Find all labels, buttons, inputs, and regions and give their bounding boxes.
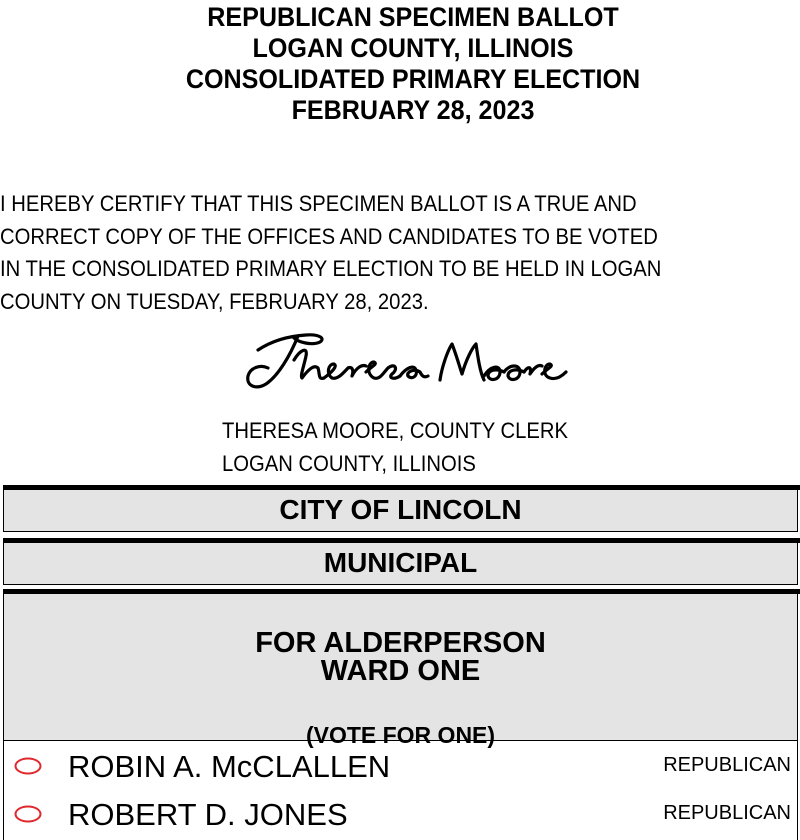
vote-oval[interactable] <box>14 757 42 775</box>
contest-band <box>3 594 798 748</box>
certification-line: IN THE CONSOLIDATED PRIMARY ELECTION TO BE HELD IN LOGAN <box>0 256 662 281</box>
category-band <box>3 543 798 585</box>
certification-line: COUNTY ON TUESDAY, FEBRUARY 28, 2023. <box>0 288 429 314</box>
candidate-list <box>3 740 798 840</box>
certification-line: I HEREBY CERTIFY THAT THIS SPECIMEN BALLOT IS A TRUE AND <box>0 191 637 216</box>
vote-oval[interactable] <box>14 805 42 823</box>
certification-line: CORRECT COPY OF THE OFFICES AND CANDIDATES TO BE VOTED <box>0 223 658 249</box>
jurisdiction-band <box>3 490 798 532</box>
candidate-party: REPUBLICAN <box>663 802 791 824</box>
candidate-name: ROBERT D. JONES <box>68 797 348 832</box>
certification-statement <box>0 188 661 318</box>
header-line-election: CONSOLIDATED PRIMARY ELECTION <box>185 64 641 94</box>
ballot-header <box>29 2 797 126</box>
category-title: MUNICIPAL <box>323 547 478 578</box>
clerk-block <box>222 414 568 480</box>
clerk-name: THERESA MOORE, COUNTY CLERK <box>222 418 569 443</box>
header-line-date: FEBRUARY 28, 2023 <box>291 95 535 125</box>
vote-for-instruction: (VOTE FOR ONE) <box>305 722 496 748</box>
candidate-name: ROBIN A. McCLALLEN <box>68 749 391 784</box>
clerk-location: LOGAN COUNTY, ILLINOIS <box>222 451 476 476</box>
clerk-signature <box>228 320 578 400</box>
candidate-row <box>4 743 797 791</box>
header-line-ballot-type: REPUBLICAN SPECIMEN BALLOT <box>207 2 619 32</box>
contest-ward: WARD ONE <box>320 655 481 687</box>
candidate-party: REPUBLICAN <box>663 754 791 776</box>
header-line-county: LOGAN COUNTY, ILLINOIS <box>252 33 574 63</box>
contest-office: FOR ALDERPERSON <box>255 627 546 659</box>
candidate-row <box>4 791 797 839</box>
jurisdiction-title: CITY OF LINCOLN <box>279 494 522 525</box>
